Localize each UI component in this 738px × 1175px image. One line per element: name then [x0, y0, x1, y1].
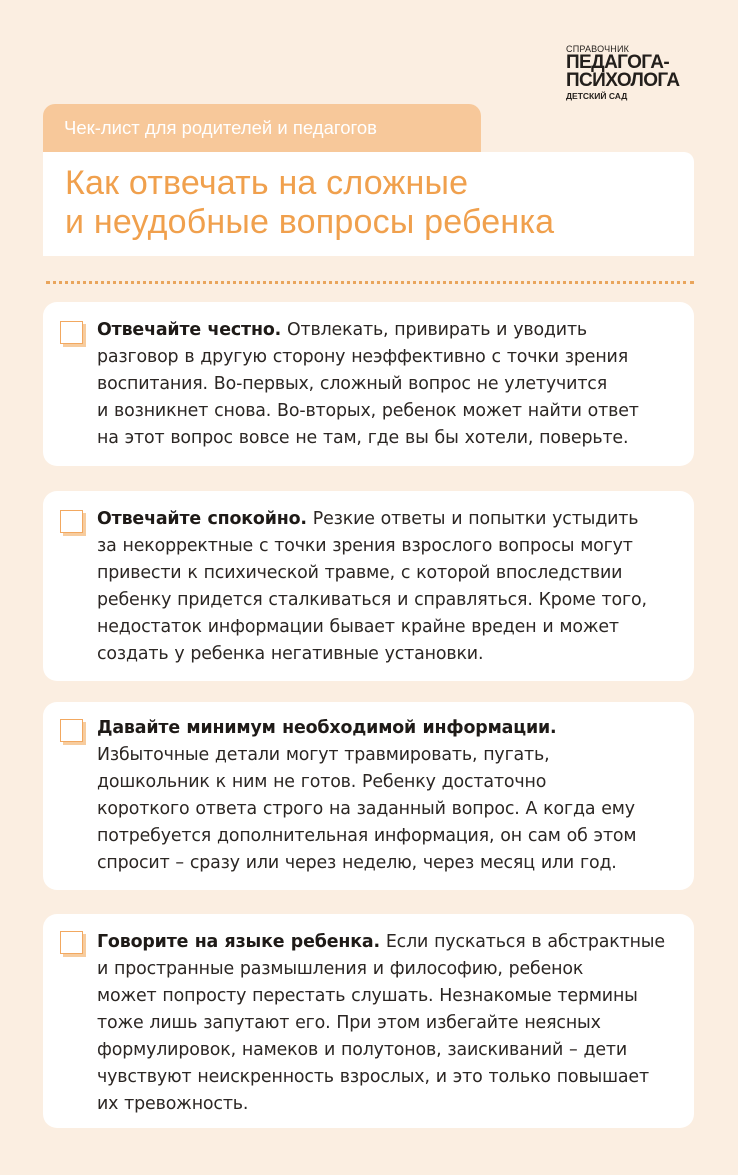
- checkbox-icon[interactable]: [60, 719, 83, 742]
- text-line: тоже лишь запутают его. При этом избегайте неясных: [97, 1013, 601, 1033]
- text-line: Говорите на языке ребенка. Если пускаться в абстрактные: [97, 932, 665, 952]
- text-line: привести к психической травме, с которой впоследствии: [97, 563, 623, 583]
- logo-title-line2: ПСИХОЛОГА: [566, 70, 680, 91]
- checklist-card-2: [43, 491, 694, 681]
- logo-title-line1: ПЕДАГОГА-: [566, 52, 670, 73]
- text-line: их тревожность.: [97, 1094, 249, 1114]
- text-line: спросит – сразу или через неделю, через месяц или год.: [97, 853, 617, 873]
- checklist-card-4: [43, 914, 694, 1128]
- text-line: формулировок, намеков и полутонов, заискиваний – дети: [97, 1040, 628, 1060]
- checklist-heading-3: Давайте минимум необходимой информации.: [97, 718, 557, 738]
- text-line: чувствуют неискренность взрослых, и это только повышает: [97, 1067, 649, 1087]
- checklist-text-2: [97, 506, 678, 668]
- checkbox-icon[interactable]: [60, 321, 83, 344]
- checklist-card-1: [43, 302, 694, 466]
- checkbox-icon[interactable]: [60, 931, 83, 954]
- text-line: Отвечайте спокойно. Резкие ответы и попытки устыдить: [97, 509, 639, 529]
- page-title-line2: и неудобные вопросы ребенка: [65, 203, 555, 241]
- text-line: воспитания. Во-первых, сложный вопрос не улетучится: [97, 374, 608, 394]
- text-line: дошкольник к ним не готов. Ребенку достаточно: [97, 772, 547, 792]
- page-title-line1: Как отвечать на сложные: [65, 164, 469, 202]
- text-line: за некорректные с точки зрения взрослого вопросы могут: [97, 536, 633, 556]
- text-line: разговор в другую сторону неэффективно с точки зрения: [97, 347, 629, 367]
- text-line: может попросту перестать слушать. Незнакомые термины: [97, 986, 638, 1006]
- checklist-text-4: [97, 929, 678, 1118]
- text-line: создать у ребенка негативные установки.: [97, 644, 484, 664]
- text-line: [97, 715, 678, 742]
- text-line: на этот вопрос вовсе не там, где вы бы хотели, поверьте.: [97, 428, 629, 448]
- logo-bottom-text: ДЕТСКИЙ САД: [566, 91, 628, 101]
- text-line: Отвечайте честно. Отвлекать, привирать и уводить: [97, 320, 588, 340]
- checklist-card-3: [43, 702, 694, 890]
- text-line: и возникнет снова. Во-вторых, ребенок может найти ответ: [97, 401, 639, 421]
- checklist-text-1: [97, 317, 678, 452]
- title-box: [43, 152, 694, 256]
- dotted-divider: [46, 281, 694, 284]
- subtitle-tab: Чек-лист для родителей и педагогов: [43, 104, 481, 152]
- checklist-text-3: [97, 715, 678, 877]
- text-line: ребенку придется сталкиваться и справляться. Кроме того,: [97, 590, 647, 610]
- checkbox-icon[interactable]: [60, 510, 83, 533]
- logo-top-text: СПРАВОЧНИК: [566, 44, 630, 54]
- text-line: недостаток информации бывает крайне вреден и может: [97, 617, 619, 637]
- text-line: и пространные размышления и философию, ребенок: [97, 959, 584, 979]
- page-title: [65, 164, 694, 242]
- text-line: короткого ответа строго на заданный вопрос. А когда ему: [97, 799, 635, 819]
- publisher-logo: [566, 44, 716, 101]
- text-line: Избыточные детали могут травмировать, пугать,: [97, 745, 550, 765]
- checklist-heading-2: Отвечайте спокойно.: [97, 509, 307, 529]
- checklist-heading-1: Отвечайте честно.: [97, 320, 282, 340]
- text-line: потребуется дополнительная информация, он сам об этом: [97, 826, 637, 846]
- checklist-heading-4: Говорите на языке ребенка.: [97, 932, 380, 952]
